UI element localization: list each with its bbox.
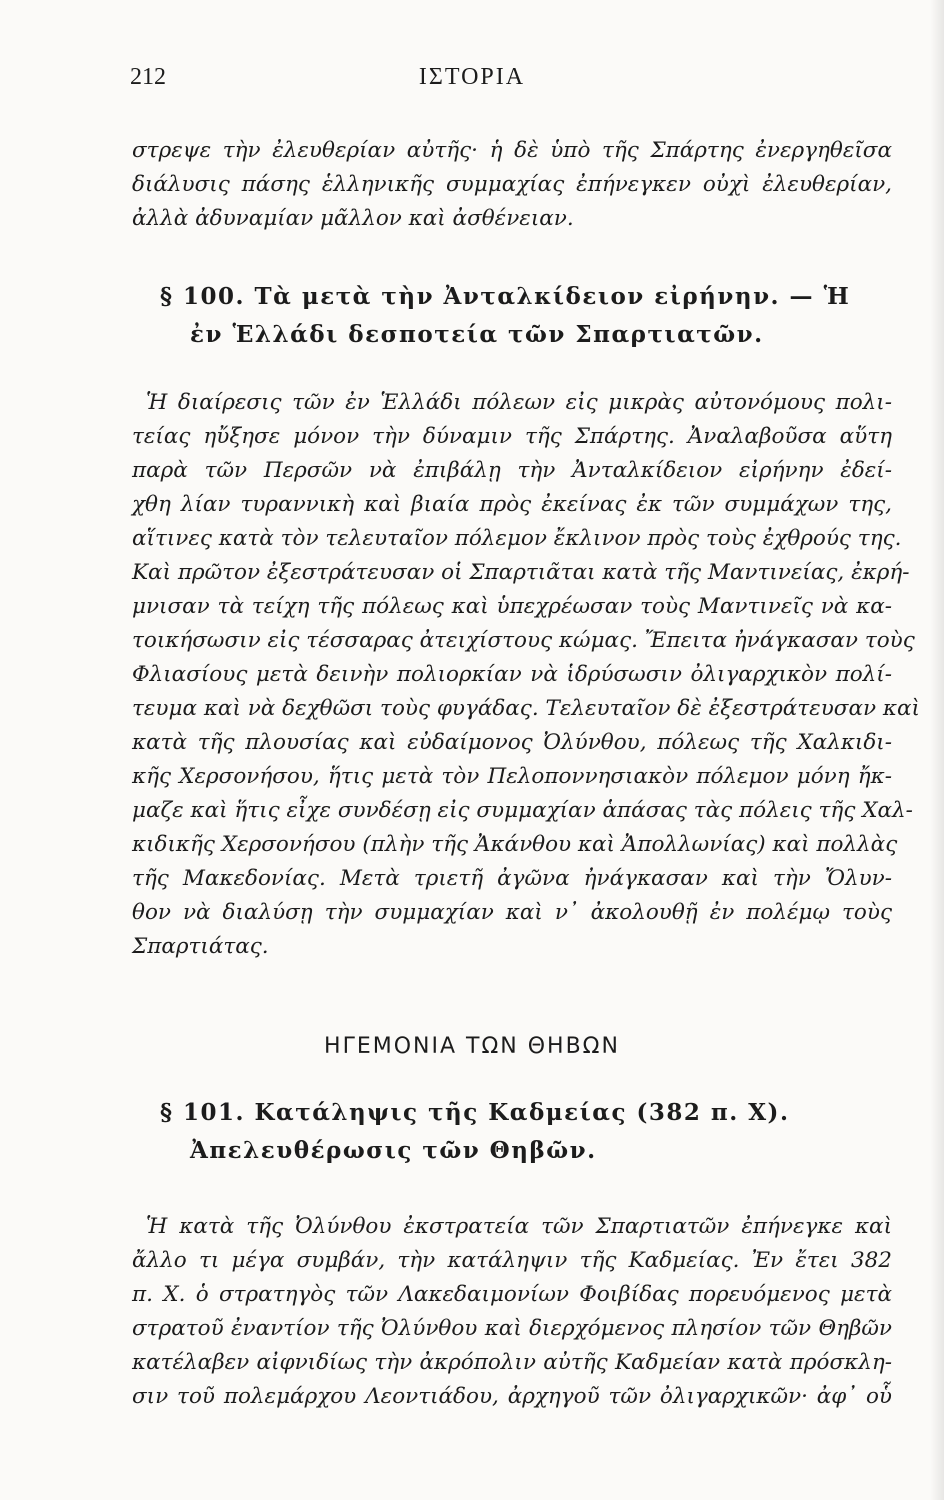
text-line: κιδικῆς Χερσονήσου (πλὴν τῆς Ἀκάνθου καὶ Ἀπολλωνίας) καὶ πολλὰς <box>132 832 898 857</box>
text-line: κῆς Χερσονήσου, ἥτις μετὰ τὸν Πελοποννησιακὸν πόλεμον μόνη ἤκ- <box>132 764 892 789</box>
paragraph-section-101 <box>132 1210 892 1414</box>
text-line: ἄλλο τι μέγα συμβάν, τὴν κατάληψιν τῆς Καδμείας. Ἐν ἔτει 382 <box>132 1248 892 1273</box>
text-line: Καὶ πρῶτον ἐξεστράτευσαν οἱ Σπαρτιᾶται κατὰ τῆς Μαντινείας, ἐκρή- <box>132 560 910 585</box>
text-line: στρατοῦ ἐναντίον τῆς Ὀλύνθου καὶ διερχόμενος πλησίον τῶν Θηβῶν <box>132 1316 892 1341</box>
text-line: Φλιασίους μετὰ δεινὴν πολιορκίαν νὰ ἱδρύσωσιν ὀλιγαρχικὸν πολί- <box>132 662 892 687</box>
text-line: κατὰ τῆς πλουσίας καὶ εὐδαίμονος Ὀλύνθου, πόλεως τῆς Χαλκιδι- <box>132 730 892 755</box>
section-heading-100 <box>160 278 870 354</box>
text-line: Σπαρτιάτας. <box>132 934 269 959</box>
text-line: κατέλαβεν αἰφνιδίως τὴν ἀκρόπολιν αὐτῆς Καδμείαν κατὰ πρόσκλη- <box>132 1350 892 1375</box>
text-line: Ἡ διαίρεσις τῶν ἐν Ἑλλάδι πόλεων εἰς μικρὰς αὐτονόμους πολι- <box>146 390 892 415</box>
running-head: ΙΣΤΟΡΙΑ <box>418 64 526 90</box>
text-line: διάλυσις πάσης ἑλληνικῆς συμμαχίας ἐπήνεγκεν οὐχὶ ἐλευθερίαν, <box>132 172 892 197</box>
text-line: παρὰ τῶν Περσῶν νὰ ἐπιβάλῃ τὴν Ἀνταλκίδειον εἰρήνην ἐδεί- <box>132 458 892 483</box>
text-line: τευμα καὶ νὰ δεχθῶσι τοὺς φυγάδας. Τελευταῖον δὲ ἐξεστράτευσαν καὶ <box>132 696 920 721</box>
paragraph-continuation <box>132 134 892 236</box>
chapter-title: ΗΓΕΜΟΝΙΑ ΤΩΝ ΘΗΒΩΝ <box>324 1034 620 1059</box>
text-line: σιν τοῦ πολεμάρχου Λεοντιάδου, ἀρχηγοῦ τῶν ὀλιγαρχικῶν· ἀφ᾿ οὗ <box>132 1384 892 1409</box>
page-number: 212 <box>130 64 166 90</box>
text-line: τείας ηὔξησε μόνον τὴν δύναμιν τῆς Σπάρτης. Ἀναλαβοῦσα αὕτη <box>132 424 892 449</box>
paragraph-section-100 <box>132 386 920 964</box>
text-line: μνισαν τὰ τείχη τῆς πόλεως καὶ ὑπεχρέωσαν τοὺς Μαντινεῖς νὰ κα- <box>132 594 892 619</box>
heading-line: § 101. Κατάληψις τῆς Καδμείας (382 π. Χ). <box>160 1099 790 1126</box>
section-heading-101 <box>160 1094 870 1170</box>
heading-line: § 100. Τὰ μετὰ τὴν Ἀνταλκίδειον εἰρήνην. — Ἡ <box>160 283 851 310</box>
text-line: χθη λίαν τυραννικὴ καὶ βιαία πρὸς ἐκείνας ἐκ τῶν συμμάχων της, <box>132 492 892 517</box>
text-line: Ἡ κατὰ τῆς Ὀλύνθου ἐκστρατεία τῶν Σπαρτιατῶν ἐπήνεγκε καὶ <box>146 1214 892 1239</box>
text-line: θον νὰ διαλύσῃ τὴν συμμαχίαν καὶ ν᾿ ἀκολουθῇ ἐν πολέμῳ τοὺς <box>132 900 892 925</box>
text-line: τῆς Μακεδονίας. Μετὰ τριετῆ ἀγῶνα ἠνάγκασαν καὶ τὴν Ὄλυν- <box>132 866 892 891</box>
text-line: στρεψε τὴν ἐλευθερίαν αὐτῆς· ἡ δὲ ὑπὸ τῆς Σπάρτης ἐνεργηθεῖσα <box>132 138 892 163</box>
heading-line: Ἀπελευθέρωσις τῶν Θηβῶν. <box>190 1137 597 1164</box>
text-line: τοικήσωσιν εἰς τέσσαρας ἀτειχίστους κώμας. Ἔπειτα ἠνάγκασαν τοὺς <box>132 628 915 653</box>
text-line: ἀλλὰ ἀδυναμίαν μᾶλλον καὶ ἀσθένειαν. <box>132 206 574 231</box>
text-line: μαζε καὶ ἥτις εἶχε συνδέσῃ εἰς συμμαχίαν ἁπάσας τὰς πόλεις τῆς Χαλ- <box>132 798 913 823</box>
text-line: π. Χ. ὁ στρατηγὸς τῶν Λακεδαιμονίων Φοιβίδας πορευόμενος μετὰ <box>132 1282 892 1307</box>
text-line: αἵτινες κατὰ τὸν τελευταῖον πόλεμον ἔκλινον πρὸς τοὺς ἐχθρούς της. <box>132 526 902 551</box>
heading-line: ἐν Ἑλλάδι δεσποτεία τῶν Σπαρτιατῶν. <box>190 321 764 348</box>
page-edge-shadow <box>930 0 944 1500</box>
